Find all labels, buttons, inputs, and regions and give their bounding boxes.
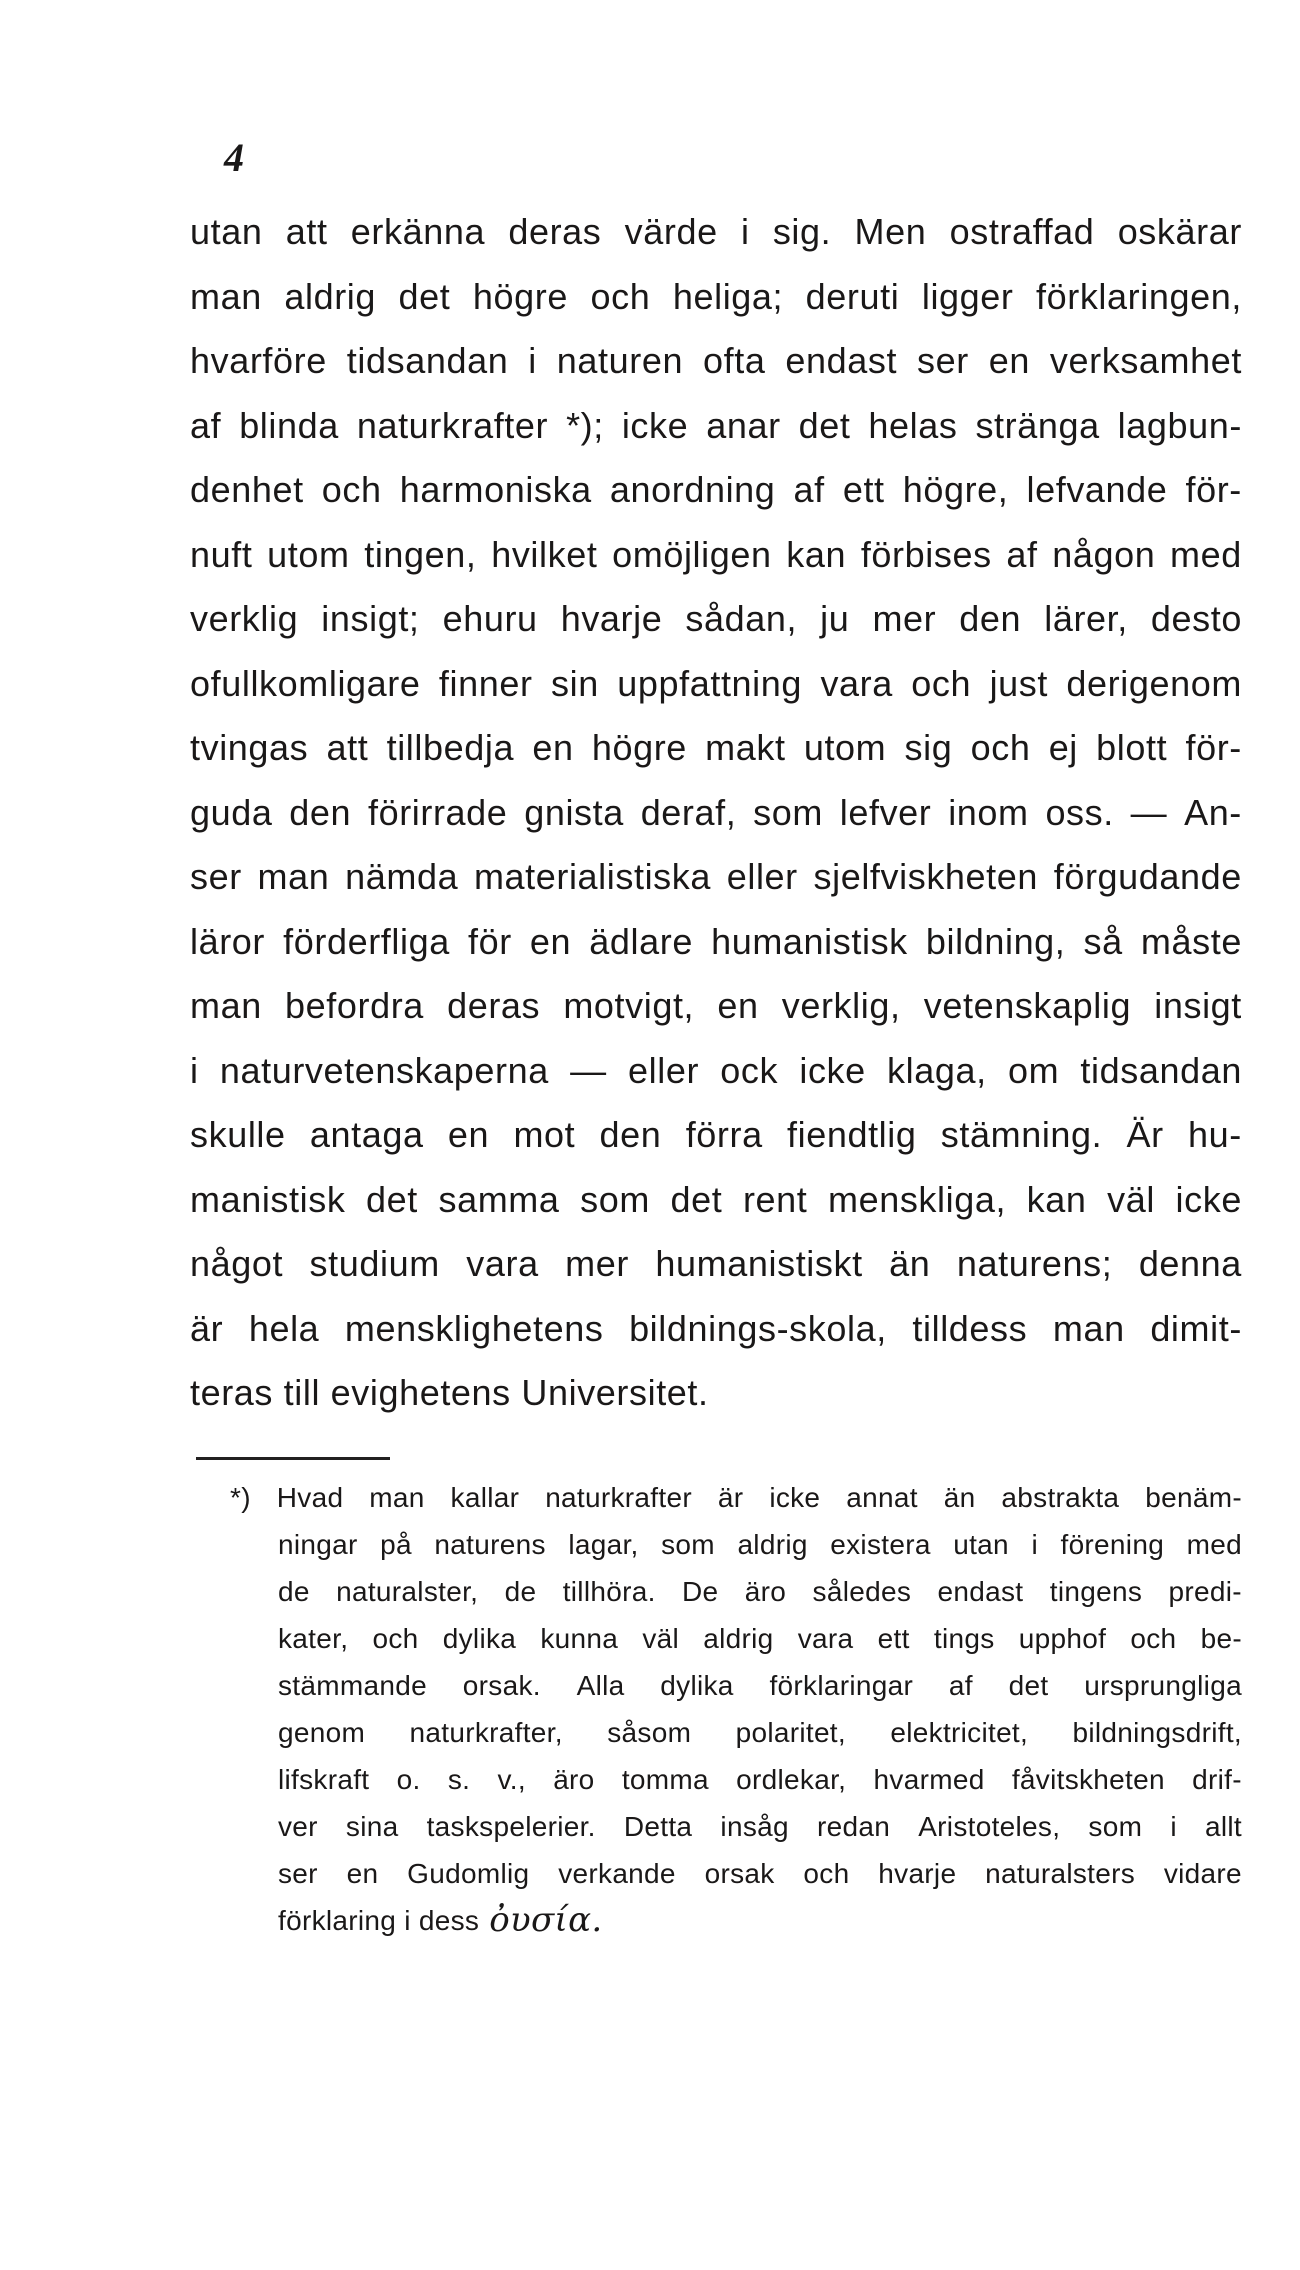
word: abstrakta [1001, 1482, 1120, 1513]
word: i [1031, 1529, 1038, 1560]
word: predi- [1168, 1576, 1242, 1607]
footnote-line [278, 1568, 1242, 1615]
word: lefver [839, 791, 932, 833]
word: *); [566, 404, 604, 446]
word: dess [418, 1905, 480, 1936]
word: Hvad [276, 1482, 344, 1513]
word: man [190, 985, 262, 1026]
footnote-line [278, 1756, 1242, 1803]
word: hu- [1188, 1114, 1242, 1155]
word: och [970, 727, 1031, 768]
word: såsom [607, 1717, 692, 1748]
word: något [190, 1243, 284, 1284]
footnote-line [278, 1850, 1242, 1897]
word: — [570, 1049, 607, 1091]
word: så [1083, 920, 1123, 962]
word: en [529, 920, 572, 962]
word: sina [345, 1811, 399, 1842]
word: orsak. [462, 1670, 541, 1701]
text-line [190, 781, 1242, 846]
word: den [599, 1114, 662, 1155]
word: befordra [285, 985, 424, 1026]
word: endast [785, 340, 898, 381]
word: materialistiska [473, 856, 711, 897]
word: samma [438, 1178, 560, 1220]
word: tingens [1049, 1576, 1143, 1607]
word: tillhöra. [562, 1576, 656, 1607]
text-line [190, 1232, 1242, 1297]
word: ser [917, 340, 969, 381]
word: aldrig [284, 275, 377, 317]
word: stränga [975, 404, 1100, 446]
word: i [528, 340, 537, 381]
word: man [257, 856, 330, 897]
word: och [1130, 1623, 1177, 1654]
word: af [190, 404, 222, 446]
word: lagbun- [1117, 404, 1242, 446]
text-line [190, 1103, 1242, 1168]
word: ser [190, 856, 242, 897]
footnote-line [278, 1521, 1242, 1568]
word: och [590, 275, 651, 317]
word: De [682, 1576, 719, 1607]
word: studium [309, 1243, 440, 1284]
word: naturkrafter [545, 1482, 692, 1513]
word: sig. [772, 211, 832, 252]
word: i [1170, 1811, 1177, 1842]
word: be- [1200, 1623, 1242, 1654]
word: utan [190, 211, 263, 252]
text-line [190, 523, 1242, 588]
word: verksamhet [1049, 340, 1242, 381]
text-line [190, 716, 1242, 781]
word: ett [842, 469, 885, 510]
word: guda [190, 791, 273, 833]
word: Men [854, 211, 927, 252]
word: deraf, [640, 791, 737, 833]
word: skulle [190, 1114, 286, 1155]
word: uppfattning [617, 662, 803, 704]
text-line [190, 845, 1242, 910]
word: de [504, 1576, 537, 1607]
footnote-line [230, 1474, 1242, 1521]
word: vetenskaplig [923, 985, 1132, 1026]
word: klaga, [887, 1049, 987, 1091]
word: benäm- [1145, 1482, 1242, 1513]
word: icke [769, 1482, 821, 1513]
word: och [803, 1858, 850, 1889]
word: läror [190, 920, 266, 962]
word: tingen, [364, 533, 477, 575]
word: annat [846, 1482, 918, 1513]
word: förklaring [278, 1905, 405, 1936]
word: ej [1048, 727, 1078, 768]
word: kallar [450, 1482, 520, 1513]
text-line [190, 1039, 1242, 1104]
word: makt [705, 727, 786, 768]
word: dimit- [1150, 1307, 1242, 1349]
word: naturkrafter [356, 404, 549, 446]
footnote-line [278, 1615, 1242, 1662]
word: motvigt, [563, 985, 695, 1026]
word: blinda [239, 404, 339, 446]
word: af [1006, 533, 1038, 575]
word: oskärar [1117, 211, 1242, 252]
word: man [369, 1482, 425, 1513]
word: bildningsdrift, [1072, 1717, 1242, 1748]
word: mer [565, 1243, 629, 1284]
word: dylika [442, 1623, 517, 1654]
word: förbises [860, 533, 992, 575]
word: Universitet. [521, 1372, 709, 1413]
word: denhet [190, 469, 304, 510]
word: hvarje [878, 1858, 957, 1889]
word: hvarmed [873, 1764, 985, 1795]
footnote-line [278, 1897, 1242, 1944]
word: man [190, 275, 262, 317]
word: vara [797, 1623, 854, 1654]
word: en [988, 340, 1030, 381]
word: och [321, 469, 382, 510]
word: en [346, 1858, 379, 1889]
word: af [948, 1670, 973, 1701]
word: vara [820, 662, 893, 704]
word: utom [267, 533, 350, 575]
word: ofullkomligare [190, 662, 421, 704]
word: för- [1185, 727, 1242, 768]
word: ningar [278, 1529, 358, 1560]
word: utan [953, 1529, 1009, 1560]
word: An- [1184, 791, 1242, 833]
word: man [1052, 1307, 1125, 1349]
word: i [740, 211, 750, 252]
text-line [190, 974, 1242, 1039]
word: om [1007, 1049, 1060, 1091]
word: förra [685, 1114, 763, 1155]
word: lärer, [1044, 598, 1128, 639]
text-line [190, 587, 1242, 652]
word: till [283, 1372, 331, 1413]
word: de [278, 1576, 310, 1607]
word: och [911, 662, 972, 704]
word: sjelfviskheten [813, 856, 1039, 897]
word: mer [872, 598, 937, 639]
word: manistisk [190, 1178, 346, 1220]
word: det [1008, 1670, 1049, 1701]
word: naturens [434, 1529, 546, 1560]
word: icke [799, 1049, 866, 1091]
word: hvarföre [190, 340, 327, 381]
word: kan [1026, 1178, 1087, 1220]
word: *) [230, 1482, 251, 1513]
word: verkande [558, 1858, 676, 1889]
word: Alla [576, 1670, 625, 1701]
word: ofta [703, 340, 766, 381]
word: Är [1126, 1114, 1164, 1155]
word: endast [937, 1576, 1024, 1607]
word: eller [726, 856, 798, 897]
word: icke [1175, 1178, 1242, 1220]
word: helas [868, 404, 958, 446]
word: det [398, 275, 451, 317]
word: af [793, 469, 825, 510]
word: vara [466, 1243, 539, 1284]
word: är [717, 1482, 744, 1513]
word: således [812, 1576, 912, 1607]
word: naturalsters [985, 1858, 1136, 1889]
word: naturvetenskaperna [219, 1049, 549, 1091]
word: oss. [1045, 791, 1114, 833]
word: bildning, [925, 920, 1066, 962]
word: erkänna [350, 211, 486, 252]
text-line [190, 394, 1242, 459]
word: harmoniska [399, 469, 592, 510]
word: heliga; [672, 275, 784, 317]
word: teras [190, 1372, 284, 1413]
text-line [190, 910, 1242, 975]
word: väl [642, 1623, 680, 1654]
word: orsak [704, 1858, 775, 1889]
word: dylika [660, 1670, 734, 1701]
word: ligger [921, 275, 1014, 317]
word: ädlare [589, 920, 693, 962]
word: icke [621, 404, 689, 446]
word: humanistisk [711, 920, 908, 962]
word: tidsandan [346, 340, 509, 381]
word: — [1130, 791, 1168, 833]
footnote-line [278, 1803, 1242, 1850]
word: sådan, [685, 598, 798, 639]
word: verklig, [781, 985, 901, 1026]
word: ursprungliga [1084, 1670, 1242, 1701]
greek-word: ὀυσία. [489, 1900, 603, 1940]
word: för- [1185, 469, 1242, 510]
word: existera [830, 1529, 931, 1560]
word: en [717, 985, 759, 1026]
word: rent [742, 1178, 808, 1220]
word: gnista [524, 791, 624, 833]
word: antaga [309, 1114, 424, 1155]
word: naturalster, [336, 1576, 479, 1607]
word: inom [948, 791, 1029, 833]
word: deras [447, 985, 541, 1026]
word: Detta [623, 1811, 693, 1842]
word: med [1170, 533, 1242, 575]
word: någon [1052, 533, 1156, 575]
text-line [190, 458, 1242, 523]
word: omöjligen [612, 533, 772, 575]
word: stämmande [278, 1670, 427, 1701]
word: anordning [609, 469, 776, 510]
word: fåvitskheten [1011, 1764, 1165, 1795]
word: en [447, 1114, 490, 1155]
word: nuft [190, 533, 253, 575]
word: som [580, 1178, 650, 1220]
word: finner [438, 662, 533, 704]
word: äro [744, 1576, 787, 1607]
word: ostraffad [949, 211, 1095, 252]
word: väl [1107, 1178, 1155, 1220]
word: tillbedja [386, 727, 515, 768]
word: eller [628, 1049, 700, 1091]
word: Gudomlig [407, 1858, 530, 1889]
word: förirrade [367, 791, 508, 833]
word: värde [624, 211, 718, 252]
word: i [404, 1905, 419, 1936]
word: än [889, 1243, 931, 1284]
word: sin [551, 662, 599, 704]
text-line [190, 1297, 1242, 1362]
text-line [190, 200, 1242, 265]
word: utom [803, 727, 887, 768]
word: det [366, 1178, 418, 1220]
word: den [959, 598, 1022, 639]
word: nämda [345, 856, 459, 897]
word: mensklighetens [344, 1307, 604, 1349]
word: för [467, 920, 512, 962]
word: stämning. [940, 1114, 1103, 1155]
word: menskliga, [828, 1178, 1007, 1220]
word: en [532, 727, 574, 768]
word: elektricitet, [890, 1717, 1029, 1748]
word: ock [720, 1049, 779, 1091]
word: förklaringen, [1036, 275, 1242, 317]
word: ehuru [442, 598, 538, 639]
word: förening [1060, 1529, 1165, 1560]
word: högre [591, 727, 687, 768]
page-number: 4 [224, 135, 244, 180]
word: allt [1204, 1811, 1242, 1842]
word: lifskraft [278, 1764, 370, 1795]
word: den [289, 791, 352, 833]
word: vidare [1163, 1858, 1242, 1889]
word: insigt [1154, 985, 1242, 1026]
footnote-line [278, 1709, 1242, 1756]
word: äro [553, 1764, 595, 1795]
word: lefvande [1026, 469, 1168, 510]
word: hvilket [491, 533, 598, 575]
word: kan [786, 533, 847, 575]
word: denna [1138, 1243, 1242, 1284]
word: som [753, 791, 823, 833]
word: på [380, 1529, 412, 1560]
text-line [190, 265, 1242, 330]
word: förgudande [1053, 856, 1242, 897]
word: ser [278, 1858, 318, 1889]
word: tvingas [190, 727, 309, 768]
text-line [190, 652, 1242, 717]
word: aldrig [737, 1529, 808, 1560]
word: verklig [190, 598, 299, 639]
word: det [670, 1178, 723, 1220]
word: hvarje [560, 598, 663, 639]
word: som [1088, 1811, 1143, 1842]
word: drif- [1192, 1764, 1242, 1795]
word: deruti [805, 275, 900, 317]
main-text [190, 200, 1242, 1426]
word: just [989, 662, 1048, 704]
word: aldrig [703, 1623, 774, 1654]
word: taskspelerier. [426, 1811, 596, 1842]
word: ver [278, 1811, 318, 1842]
word: blott [1096, 727, 1168, 768]
word: mot [513, 1114, 576, 1155]
footnote-divider [196, 1457, 390, 1460]
word: högre [472, 275, 568, 317]
word: tomma [621, 1764, 709, 1795]
word: genom [278, 1717, 366, 1748]
word: kunna [540, 1623, 619, 1654]
word: bildnings-skola, [629, 1307, 887, 1349]
word: Aristoteles, [918, 1811, 1061, 1842]
word: s. [447, 1764, 471, 1795]
word: att [285, 211, 328, 252]
word: förklaringar [769, 1670, 914, 1701]
word: naturens; [956, 1243, 1113, 1284]
word: tings [933, 1623, 995, 1654]
word: deras [508, 211, 602, 252]
text-line [190, 1361, 1242, 1426]
word: med [1186, 1529, 1242, 1560]
word: högre, [902, 469, 1009, 510]
word: anar [706, 404, 781, 446]
word: v., [497, 1764, 526, 1795]
word: derigenom [1066, 662, 1242, 704]
text-line [190, 1168, 1242, 1233]
word: är [190, 1307, 224, 1349]
word: evighetens [330, 1372, 522, 1413]
word: som [661, 1529, 715, 1560]
word: kater, [278, 1623, 349, 1654]
footnote-line [278, 1662, 1242, 1709]
word: att [326, 727, 369, 768]
word: sig [904, 727, 953, 768]
word: insigt; [321, 598, 420, 639]
word: naturen [556, 340, 684, 381]
word: desto [1150, 598, 1242, 639]
word: förderfliga [283, 920, 450, 962]
word: ett [877, 1623, 910, 1654]
word: o. [396, 1764, 421, 1795]
word: tidsandan [1080, 1049, 1242, 1091]
word: redan [816, 1811, 891, 1842]
word: måste [1140, 920, 1242, 962]
word: och [372, 1623, 419, 1654]
word: naturkrafter, [409, 1717, 563, 1748]
word: tilldess [912, 1307, 1028, 1349]
word: polaritet, [735, 1717, 846, 1748]
word: fiendtlig [787, 1114, 917, 1155]
word: upphof [1018, 1623, 1107, 1654]
word: insåg [720, 1811, 789, 1842]
word: ordlekar, [736, 1764, 847, 1795]
word: lagar, [568, 1529, 639, 1560]
word: än [943, 1482, 976, 1513]
word: i [190, 1049, 199, 1091]
word: humanistiskt [655, 1243, 863, 1284]
text-line [190, 329, 1242, 394]
footnote [230, 1474, 1242, 1944]
word: hela [248, 1307, 320, 1349]
word: ju [820, 598, 850, 639]
word: det [798, 404, 851, 446]
